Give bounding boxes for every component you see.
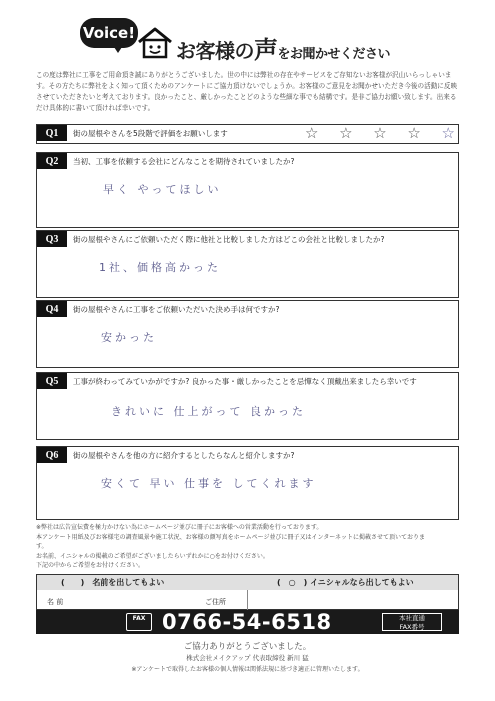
star-icon[interactable]: ☆ [407, 124, 421, 142]
question-text: 工事が終わってみていかがですか? 良かった事・厳しかったことを忌憚なく頂戴出来ましたら幸いです [73, 377, 417, 386]
question-label: Q3 [37, 231, 67, 247]
question-row-5 [36, 372, 459, 440]
question-text: 街の屋根やさんに工事をご依頼いただいた決め手は何ですか? [73, 305, 280, 314]
star-icon[interactable]: ☆ [305, 124, 319, 142]
fax-band [36, 610, 459, 634]
house-icon [136, 25, 174, 59]
note-line: 本アンケート用紙及びお客様宅の調査風景や施工状況、お客様の顔写真をホームページ並びに冊子又はインターネットに掲載させて頂いておりま [36, 533, 425, 541]
fax-number: 0766-54-6518 [162, 610, 332, 634]
name-consent-option[interactable]: ( ) 名前を出してもよい [61, 578, 165, 587]
question-text: 街の屋根やさんにご依頼いただく際に他社と比較しました方はどこの会社と比較しましたか? [73, 235, 385, 244]
address-field-label: ご住所 [205, 598, 226, 606]
voice-badge-text: Voice! [82, 24, 136, 42]
note-line: お名前、イニシャルの掲載のご希望がございましたらいずれかに○をお付けください。 [36, 552, 269, 560]
question-label: Q1 [37, 125, 67, 141]
title-post: お聞かせください [290, 47, 391, 62]
title-pre: お客様の [176, 39, 254, 63]
question-label: Q4 [37, 301, 67, 317]
company-text: 株式会社メイクアップ 代表取締役 新川 猛 [186, 654, 309, 662]
fax-badge-line1: 本社直通 [399, 614, 425, 622]
field-divider [247, 590, 248, 610]
question-row-6 [36, 446, 459, 520]
note-line: 下記の中からご希望をお付けください。 [36, 562, 145, 569]
star-icon[interactable]: ☆ [339, 124, 353, 142]
question-row-2 [36, 152, 459, 228]
star-icon[interactable]: ☆ [373, 124, 387, 142]
page-title [176, 30, 390, 65]
answer-text: 安くて 早い 仕事を してくれます [101, 477, 317, 490]
voice-badge [80, 18, 138, 48]
name-field-label: 名 前 [47, 598, 64, 606]
contact-box [36, 574, 459, 610]
question-row-1 [36, 124, 459, 144]
initial-consent-mark: ○ [288, 578, 296, 587]
thanks-text: ご協力ありがとうございました。 [183, 642, 312, 652]
title-big: 声 [254, 36, 278, 64]
answer-text: 安かった [101, 331, 157, 344]
consent-row [37, 575, 458, 590]
star-rating[interactable] [305, 124, 455, 142]
question-label: Q2 [37, 153, 67, 169]
answer-text: きれいに 仕上がって 良かった [111, 405, 306, 418]
question-text: 当初、工事を依頼する会社にどんなことを期待されていましたか? [73, 157, 295, 166]
question-text: 街の屋根やさんを5段階で評価をお願いします [73, 129, 228, 138]
note-line: す。 [36, 543, 48, 550]
answer-text: 1社、価格高かった [99, 261, 221, 274]
fax-icon [126, 613, 152, 631]
privacy-text: ※アンケートで取得したお客様の個人情報は関係法規に基づき適正に管理いたします。 [131, 666, 364, 673]
title-mid: を [277, 47, 291, 62]
question-row-3 [36, 230, 459, 298]
voice-badge-tail [112, 44, 124, 53]
question-text: 街の屋根やさんを他の方に紹介するとしたらなんと紹介しますか? [73, 451, 295, 460]
fax-icon-label: FAX [132, 615, 146, 622]
note-line: ※弊社は広告宣伝費を極力かけない為にホームページ並びに冊子にお客様への営業活動を行っております。 [36, 524, 323, 531]
answer-text: 早く やってほしい [103, 183, 222, 196]
star-icon-selected[interactable]: ☆ [441, 124, 455, 142]
notes [36, 523, 460, 571]
question-row-4 [36, 300, 459, 368]
initial-consent-label: イニシャルなら出してもよい [310, 578, 414, 587]
question-label: Q5 [37, 373, 67, 389]
question-label: Q6 [37, 447, 67, 463]
fax-badge-line2: FAX番号 [399, 622, 425, 631]
fax-badge [382, 613, 442, 631]
intro-text: この度は弊社に工事をご用命頂き誠にありがとうございました。世の中には弊社の存在やサービスをご存知ないお客様が沢山いらっしゃいます。その方たちに弊社をよく知って頂くためのアンケートにご協力頂けないでしょうか。お客様のご意見をお聞かせいただき今後の活動に反映させていただきたいと考えております。良かったこと、厳しかったことどのような些細な事でも結構です。是非ご協力お願い致します。出来るだけ具体的に書いて頂ければ幸いです。 [36, 71, 458, 112]
name-consent-label: 名前を出してもよい [92, 578, 165, 587]
initial-consent-option[interactable]: ( ○ ) イニシャルなら出してもよい [277, 578, 414, 587]
